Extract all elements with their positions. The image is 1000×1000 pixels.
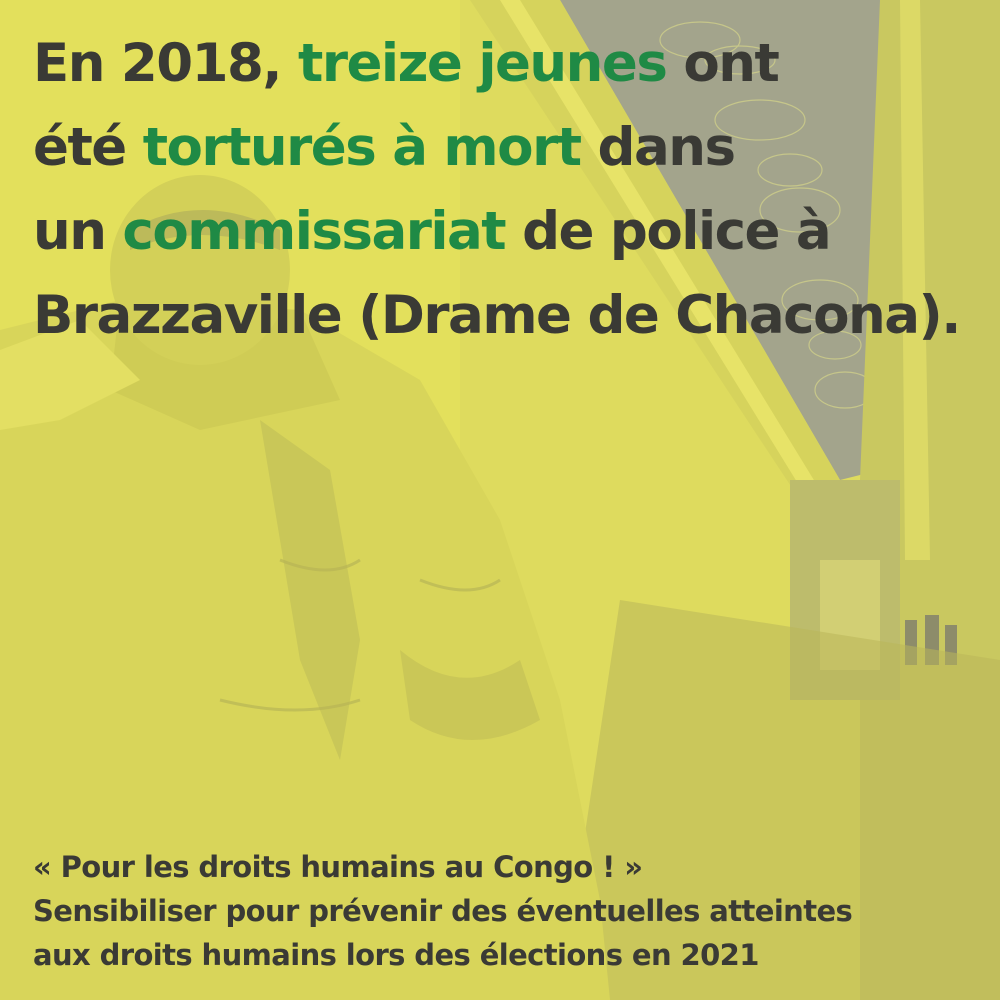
headline-text: En 2018, (33, 33, 298, 94)
headline-line-2 (33, 106, 983, 190)
headline-highlight: torturés à mort (142, 117, 581, 178)
headline-text: dans (580, 117, 735, 178)
headline-line-3 (33, 190, 983, 274)
headline-line-1 (33, 22, 983, 106)
headline-highlight: treize jeunes (297, 33, 667, 94)
footer-line-3: aux droits humains lors des élections en 2021 (33, 938, 759, 972)
footer-line-2: Sensibiliser pour prévenir des éventuelles atteintes (33, 894, 853, 928)
headline-line-4: Brazzaville (Drame de Chacona). (33, 285, 960, 346)
campaign-quote: « Pour les droits humains au Congo ! » (33, 850, 643, 884)
headline-text: été (33, 117, 143, 178)
headline-text: un (33, 201, 123, 262)
headline-text: de police à (505, 201, 831, 262)
headline-highlight: commissariat (122, 201, 506, 262)
footer-caption (33, 845, 983, 977)
headline-text: ont (666, 33, 779, 94)
headline (33, 22, 983, 358)
